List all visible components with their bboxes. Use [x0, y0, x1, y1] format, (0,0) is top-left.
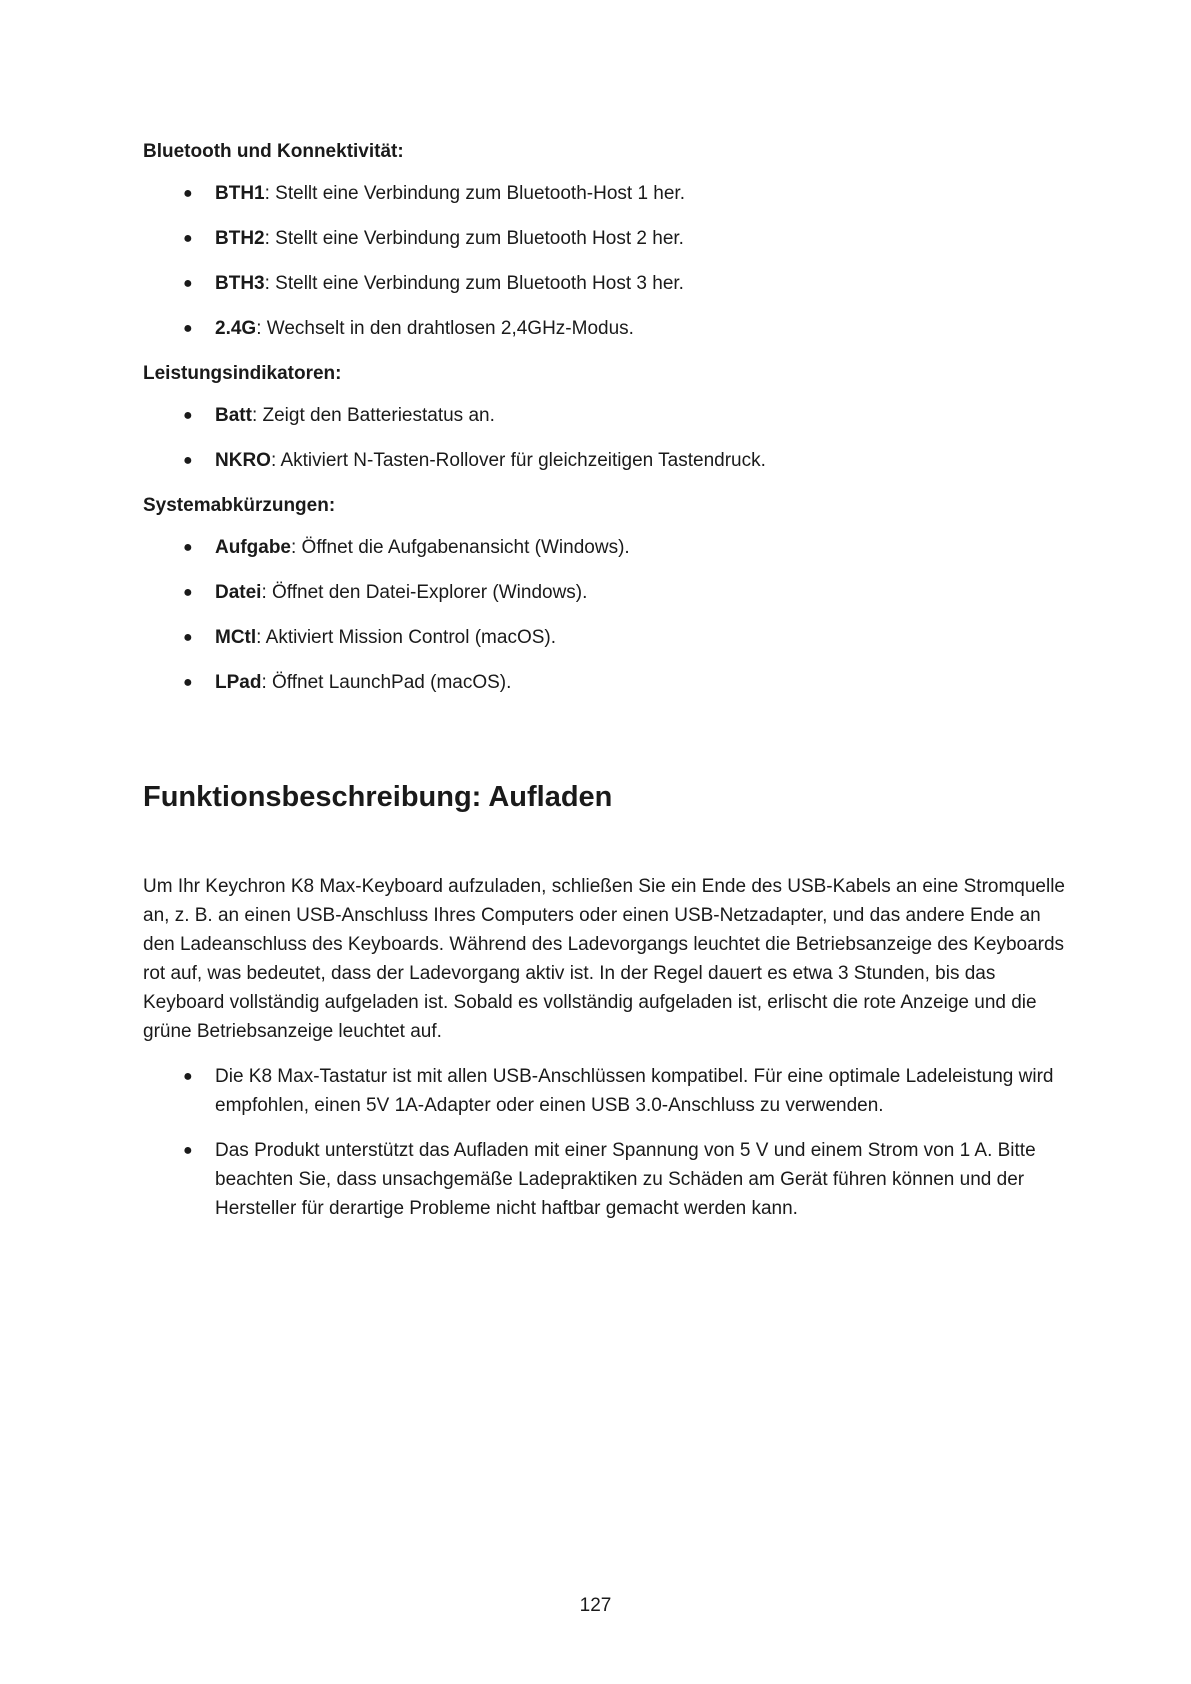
bullet-icon: ● [183, 275, 193, 292]
list-item-term: BTH1 [215, 183, 265, 204]
shortcuts-list [143, 534, 1063, 697]
bullet-icon: ● [183, 320, 193, 337]
section-label-shortcuts: Systemabkürzungen: [143, 495, 336, 516]
list-item-desc: : Stellt eine Verbindung zum Bluetooth Host 2 her. [264, 228, 684, 249]
list-item-desc: : Stellt eine Verbindung zum Bluetooth Host 3 her. [264, 273, 684, 294]
list-item [143, 402, 1063, 430]
bullet-icon: ● [183, 674, 193, 691]
bullet-icon: ● [183, 629, 193, 646]
list-item-term: 2.4G [215, 318, 257, 339]
list-item-term: Aufgabe [215, 537, 291, 558]
list-item-desc: : Öffnet die Aufgabenansicht (Windows). [291, 537, 630, 558]
list-item-desc: : Aktiviert N-Tasten-Rollover für gleichzeitigen Tastendruck. [270, 450, 766, 471]
list-item [143, 624, 1063, 652]
charging-section [143, 872, 1068, 1239]
section-label-indicators: Leistungsindikatoren: [143, 363, 342, 384]
bullet-icon: ● [183, 407, 193, 424]
list-item-term: Batt [215, 405, 252, 426]
list-item-term: MCtl [215, 627, 257, 648]
list-item [143, 1062, 1068, 1120]
bullet-icon: ● [183, 584, 193, 601]
list-item [143, 534, 1063, 562]
key-function-lists [143, 138, 1063, 713]
list-item [143, 180, 1063, 208]
list-item-desc: : Zeigt den Batteriestatus an. [251, 405, 495, 426]
bullet-icon: ● [183, 452, 193, 469]
list-item-term: BTH3 [215, 273, 265, 294]
bullet-icon: ● [183, 539, 193, 556]
page-number: 127 [579, 1595, 612, 1616]
bullet-icon: ● [183, 230, 193, 247]
list-item [143, 669, 1063, 697]
list-item [143, 225, 1063, 253]
list-item-desc: : Stellt eine Verbindung zum Bluetooth-Host 1 her. [264, 183, 685, 204]
note-text: Die K8 Max-Tastatur ist mit allen USB-Anschlüssen kompatibel. Für eine optimale Ladeleistung wird empfohlen, einen 5V 1A-Adapter oder einen USB 3.0-Anschluss zu verwenden. [215, 1066, 1054, 1116]
charging-notes-list [143, 1062, 1068, 1223]
list-item-desc: : Öffnet LaunchPad (macOS). [261, 672, 512, 693]
section-label-connectivity: Bluetooth und Konnektivität: [143, 141, 404, 162]
charging-paragraph: Um Ihr Keychron K8 Max-Keyboard aufzuladen, schließen Sie ein Ende des USB-Kabels an eine Stromquelle an, z. B. an einen USB-Anschluss Ihres Computers oder einen USB-Netzadapter, und das andere Ende an den Ladeanschluss des Keyboards. Während des Ladevorgangs leuchtet die Betriebsanzeige des Keyboards rot auf, was bedeutet, dass der Ladevorgang aktiv ist. In der Regel dauert es etwa 3 Stunden, bis das Keyboard vollständig aufgeladen ist. Sobald es vollständig aufgeladen ist, erlischt die rote Anzeige und die grüne Betriebsanzeige leuchtet auf. [143, 876, 1066, 1042]
list-item [143, 315, 1063, 343]
bullet-icon: ● [183, 1142, 193, 1159]
bullet-icon: ● [183, 1068, 193, 1085]
connectivity-list [143, 180, 1063, 343]
note-text: Das Produkt unterstützt das Aufladen mit einer Spannung von 5 V und einem Strom von 1 A. Bitte beachten Sie, dass unsachgemäße Ladepraktiken zu Schäden am Gerät führen können und der Hersteller für derartige Probleme nicht haftbar gemacht werden kann. [215, 1140, 1036, 1219]
indicators-list [143, 402, 1063, 475]
list-item-desc: : Öffnet den Datei-Explorer (Windows). [261, 582, 588, 603]
bullet-icon: ● [183, 185, 193, 202]
list-item-desc: : Wechselt in den drahtlosen 2,4GHz-Modus. [256, 318, 634, 339]
list-item-term: NKRO [215, 450, 271, 471]
section-heading-charging: Funktionsbeschreibung: Aufladen [143, 781, 613, 813]
list-item-term: Datei [215, 582, 262, 603]
list-item [143, 579, 1063, 607]
list-item [143, 270, 1063, 298]
list-item [143, 447, 1063, 475]
list-item-term: LPad [215, 672, 262, 693]
list-item [143, 1136, 1068, 1223]
list-item-term: BTH2 [215, 228, 265, 249]
list-item-desc: : Aktiviert Mission Control (macOS). [256, 627, 556, 648]
